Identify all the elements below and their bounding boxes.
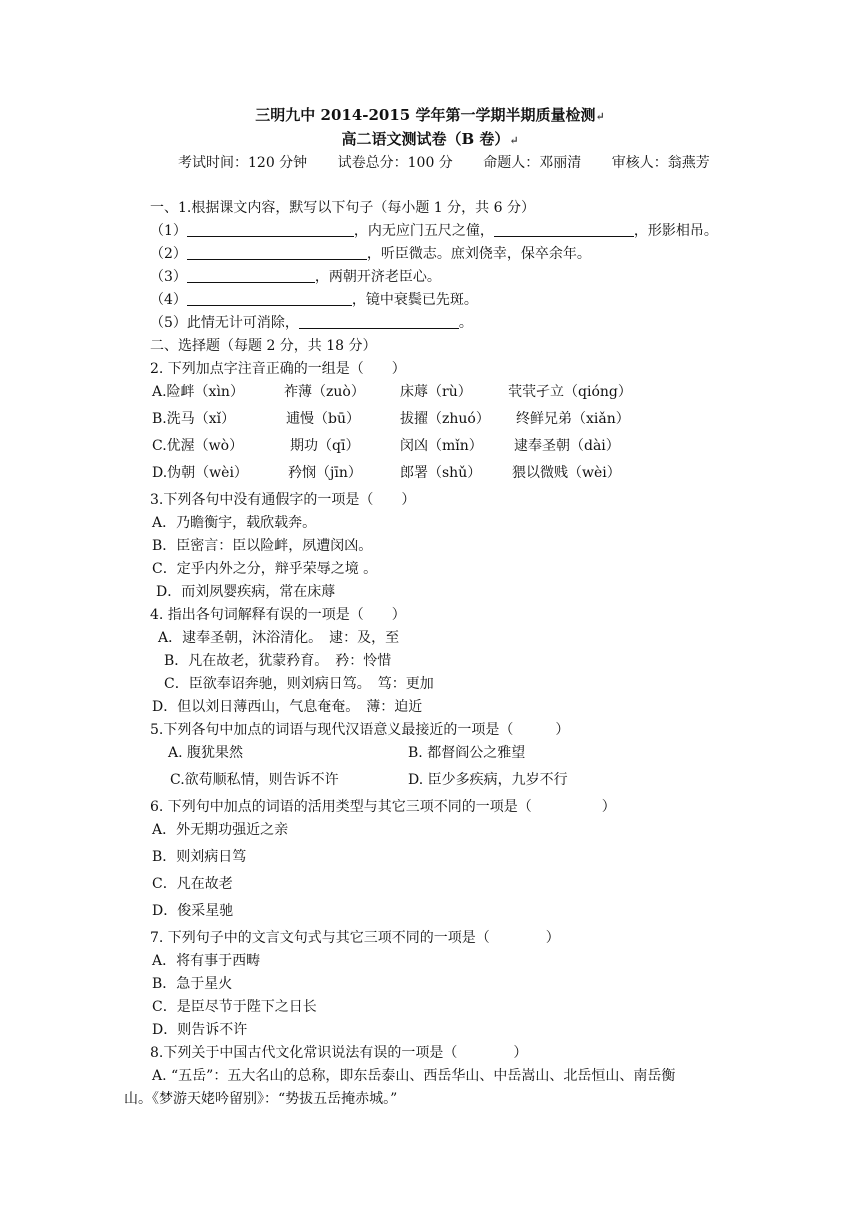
q6-option-b: B．则刘病日笃 xyxy=(152,849,247,865)
q5-option-a: A. 腹犹果然 xyxy=(168,745,244,761)
q7-stem: 7. 下列句子中的文言文句式与其它三项不同的一项是（ ） xyxy=(150,930,560,946)
q2-a-2: 祚薄（zuò） xyxy=(284,384,365,400)
q3-option-b: B．臣密言：臣以险衅，夙遭闵凶。 xyxy=(152,538,373,554)
answer-blank[interactable] xyxy=(187,222,354,237)
q3-option-c: C．定乎内外之分，辩乎荣辱之境 。 xyxy=(152,561,378,577)
q2-d-4: 猥以微贱（wèi） xyxy=(512,465,621,481)
exam-duration: 考试时间：120 分钟 xyxy=(178,155,308,171)
q2-c-2: 期功（qī） xyxy=(290,438,360,454)
q5-option-b: B. 都督阎公之雅望 xyxy=(408,745,526,761)
answer-blank[interactable] xyxy=(187,268,315,283)
exam-title: 三明九中 2014-2015 学年第一学期半期质量检测↵ xyxy=(255,106,605,124)
answer-blank[interactable] xyxy=(494,222,634,237)
q2-b-1: B.洗马（xǐ） xyxy=(152,411,236,427)
q7-option-d: D．则告诉不许 xyxy=(152,1022,248,1038)
q7-option-a: A．将有事于西畴 xyxy=(152,953,261,969)
q5-option-c: C.欲苟顺私情，则告诉不许 xyxy=(170,772,339,788)
q1-item-3: （3） ，两朝开济老臣心。 xyxy=(150,269,441,285)
q2-a-3: 床蓐（rù） xyxy=(400,384,472,400)
q4-option-c: C．臣欲奉诏奔驰，则刘病日笃。 笃：更加 xyxy=(164,676,434,692)
q4-option-b: B．凡在故老，犹蒙矜育。 矜：怜惜 xyxy=(164,653,392,669)
answer-blank[interactable] xyxy=(299,314,459,329)
q1-heading: 一、1.根据课文内容，默写以下句子（每小题 1 分，共 6 分） xyxy=(150,200,535,216)
q6-option-a: A．外无期功强近之亲 xyxy=(152,822,289,838)
q1-item-2: （2） ，听臣微志。庶刘侥幸，保卒余年。 xyxy=(150,246,591,262)
q6-option-c: C．凡在故老 xyxy=(152,876,233,892)
q2-c-3: 闵凶（mǐn） xyxy=(400,438,483,454)
q8-option-a-line2: 山。《梦游天姥吟留别》：“势拔五岳掩赤城。” xyxy=(124,1091,398,1107)
q6-option-d: D．俊采星驰 xyxy=(152,903,234,919)
answer-blank[interactable] xyxy=(187,245,367,260)
q2-d-2: 矜悯（jīn） xyxy=(288,465,362,481)
q5-option-d: D. 臣少多疾病，九岁不行 xyxy=(408,772,568,788)
q2-d-3: 郎署（shǔ） xyxy=(400,465,482,481)
exam-info xyxy=(178,152,736,172)
q2-c-4: 逮奉圣朝（dài） xyxy=(514,438,620,454)
q3-option-d: D．而刘夙婴疾病，常在床蓐 xyxy=(156,584,336,600)
exam-reviewer: 审核人：翁燕芳 xyxy=(611,155,710,171)
exam-total-score: 试卷总分：100 分 xyxy=(337,155,453,171)
q4-stem: 4. 指出各句词解释有误的一项是（ ） xyxy=(150,607,406,623)
q3-option-a: A．乃瞻衡宇，载欣载奔。 xyxy=(152,515,317,531)
q8-option-a-line1: A. “五岳”：五大名山的总称，即东岳泰山、西岳华山、中岳嵩山、北岳恒山、南岳衡 xyxy=(152,1068,676,1084)
q2-a-1: A.险衅（xìn） xyxy=(152,384,244,400)
q1-item-5: （5）此情无计可消除， 。 xyxy=(150,315,473,331)
exam-subtitle: 高二语文测试卷（B 卷）↵ xyxy=(341,130,519,148)
q1-item-4: （4） ，镜中衰鬓已先斑。 xyxy=(150,292,478,308)
q1-item-1: （1） ，内无应门五尺之僮， ，形影相吊。 xyxy=(150,223,718,239)
answer-blank[interactable] xyxy=(187,291,352,306)
q4-option-a: A．逮奉圣朝，沐浴清化。 逮：及，至 xyxy=(158,630,400,646)
q2-d-1: D.伪朝（wèi） xyxy=(152,465,248,481)
q7-option-c: C．是臣尽节于陛下之日长 xyxy=(152,999,317,1015)
q7-option-b: B．急于星火 xyxy=(152,976,233,992)
q2-b-4: 终鲜兄弟（xiǎn） xyxy=(516,411,630,427)
exam-author: 命题人：邓丽清 xyxy=(483,155,582,171)
q5-stem: 5.下列各句中加点的词语与现代汉语意义最接近的一项是（ ） xyxy=(150,722,570,738)
q2-b-3: 拔擢（zhuó） xyxy=(400,411,490,427)
q3-stem: 3.下列各句中没有通假字的一项是（ ） xyxy=(150,492,416,508)
section-2-heading: 二、选择题（每题 2 分，共 18 分） xyxy=(150,338,377,354)
q2-a-4: 茕茕孑立（qióng） xyxy=(508,384,632,400)
q8-stem: 8.下列关于中国古代文化常识说法有误的一项是（ ） xyxy=(150,1045,528,1061)
q2-b-2: 逋慢（bū） xyxy=(286,411,360,427)
q6-stem: 6. 下列句中加点的词语的活用类型与其它三项不同的一项是（ ） xyxy=(150,799,616,815)
q2-stem: 2. 下列加点字注音正确的一组是（ ） xyxy=(150,361,406,377)
q4-option-d: D．但以刘日薄西山，气息奄奄。 薄：迫近 xyxy=(152,699,423,715)
q2-c-1: C.优渥（wò） xyxy=(152,438,244,454)
